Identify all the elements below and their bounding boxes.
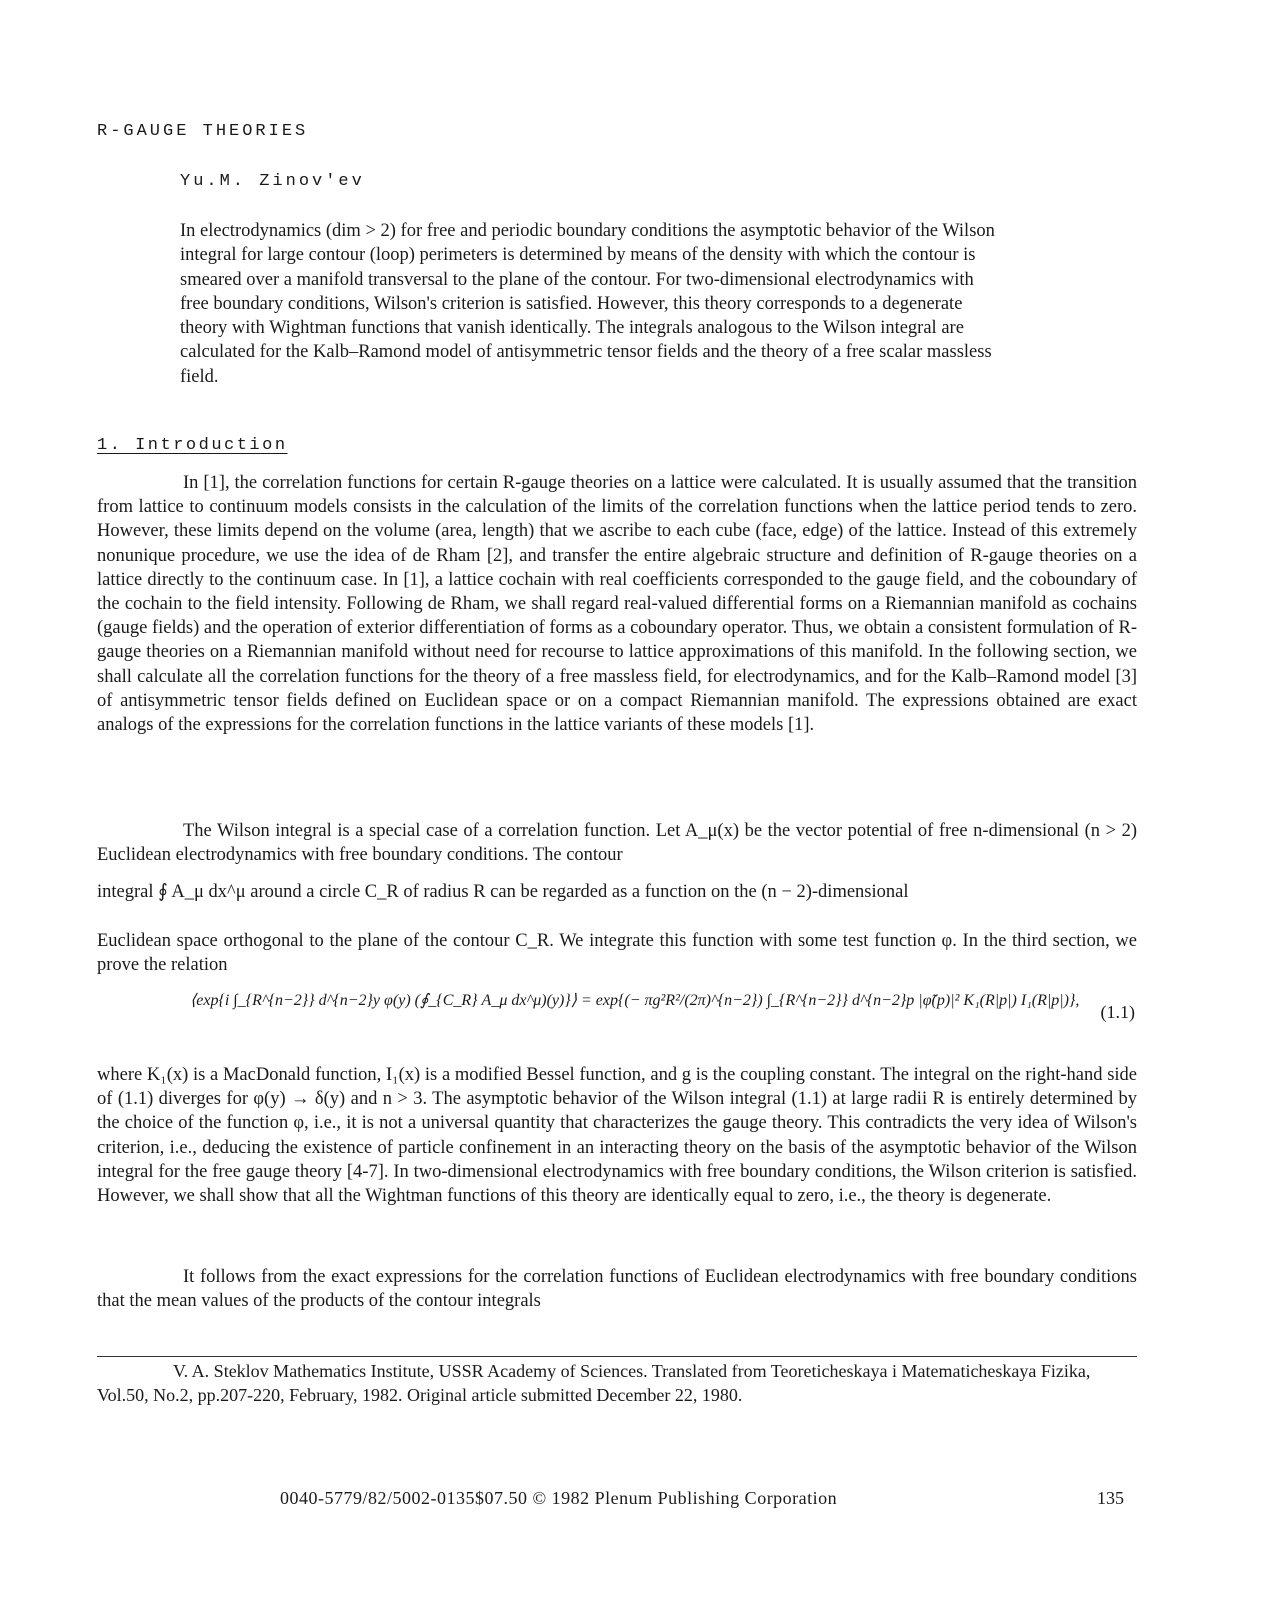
page-number: 135 bbox=[1097, 1488, 1124, 1508]
intro-paragraph-3: where K₁(x) is a MacDonald function, I₁(x) is a modified Bessel function, and g is the coupling constant. The integral on the right-hand side of (1.1) diverges for φ(y) → δ(y) and n > 3. The asymptotic behavior of the Wilson integral (1.1) at large radii R is entirely determined by the choice of the function φ, i.e., it is not a universal quantity that characterizes the gauge theory. This contradicts the very idea of Wilson's criterion, i.e., deducing the existence of particle confinement in an interacting theory on the basis of the asymptotic behavior of the Wilson integral for the free gauge theory [4-7]. In two-dimensional electrodynamics with free boundary conditions, the Wilson criterion is satisfied. However, we shall show that all the Wightman functions of this theory are identically equal to zero, i.e., the theory is degenerate. bbox=[97, 1065, 1137, 1207]
copyright-footer: 0040-5779/82/5002-0135$07.50 © 1982 Plenum Publishing Corporation bbox=[280, 1488, 838, 1508]
equation-number: (1.1) bbox=[1100, 1002, 1135, 1022]
footnote-divider bbox=[97, 1356, 1137, 1357]
paper-author: Yu.M. Zinov'ev bbox=[180, 172, 365, 191]
intro-paragraph-2: The Wilson integral is a special case of a correlation function. Let A_μ(x) be the vector potential of free n-dimensional (n > 2) Euclidean electrodynamics with free boundary conditions. The contour bbox=[97, 821, 1137, 866]
footnote: V. A. Steklov Mathematics Institute, USSR Academy of Sciences. Translated from Teoreticheskaya i Matematicheskaya Fizika, Vol.50, No.2, pp.207-220, February, 1982. Original article submitted December 22, 1980. bbox=[97, 1361, 1091, 1405]
paper-title: R-GAUGE THEORIES bbox=[97, 122, 309, 141]
equation-body: ⟨exp{i ∫_{R^{n−2}} d^{n−2}y φ(y) (∮_{C_R} A_μ dx^μ)(y)}⟩ = exp{(− πg²R²/(2π)^{n−2}) ∫_{R^{n−2}} d^{n−2}p |φ̃(p)|² K₁(R|p|) I₁(R|p|)}, bbox=[190, 992, 1080, 1009]
intro-paragraph-1: In [1], the correlation functions for certain R-gauge theories on a lattice were calculated. It is usually assumed that the transition from lattice to continuum models consists in the calculation of the limits of the correlation functions when the lattice period tends to zero. However, these limits depend on the volume (area, length) that we ascribe to each cube (face, edge) of the lattice. Instead of this extremely nonunique procedure, we use the idea of de Rham [2], and transfer the entire algebraic structure and definition of R-gauge theories on a lattice directly to the continuum case. In [1], a lattice cochain with real coefficients corresponded to the gauge field, and the coboundary of the cochain to the field intensity. Following de Rham, we shall regard real-valued differential forms on a Riemannian manifold as cochains (gauge fields) and the operation of exterior differentiation of forms as a coboundary operator. Thus, we obtain a consistent formulation of R-gauge theories on a Riemannian manifold without need for recourse to lattice approximations of this manifold. In the following section, we shall calculate all the correlation functions for the theory of a free massless field, for electrodynamics, and for the Kalb–Ramond model [3] of antisymmetric tensor fields defined on Euclidean space or on a compact Riemannian manifold. The expressions obtained are exact analogs of the expressions for the correlation functions in the lattice variants of these models [1]. bbox=[97, 473, 1137, 736]
intro-paragraph-4: It follows from the exact expressions for the correlation functions of Euclidean electrodynamics with free boundary conditions that the mean values of the products of the contour integrals bbox=[97, 1267, 1137, 1312]
section-heading-introduction: 1. Introduction bbox=[97, 436, 288, 455]
euclidean-space-line: Euclidean space orthogonal to the plane of the contour C_R. We integrate this function with some test function φ. In the third section, we prove the relation bbox=[97, 931, 1137, 976]
equation-1-1 bbox=[190, 990, 1135, 1052]
abstract: In electrodynamics (dim > 2) for free and periodic boundary conditions the asymptotic behavior of the Wilson integral for large contour (loop) perimeters is determined by means of the density with which the contour is smeared over a manifold transversal to the plane of the contour. For two-dimensional electrodynamics with free boundary conditions, Wilson's criterion is satisfied. However, this theory corresponds to a degenerate theory with Wightman functions that vanish identically. The integrals analogous to the Wilson integral are calculated for the Kalb–Ramond model of antisymmetric tensor fields and the theory of a free scalar massless field. bbox=[180, 221, 995, 387]
contour-integral-line: integral ∮ A_μ dx^μ around a circle C_R of radius R can be regarded as a function on the (n − 2)-dimensional bbox=[97, 882, 909, 902]
